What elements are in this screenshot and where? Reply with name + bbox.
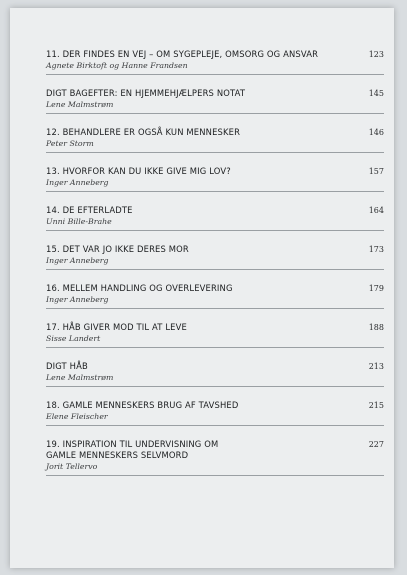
toc-entry-title: 18. GAMLE MENNESKERS BRUG AF TAVSHED [46, 400, 239, 410]
toc-entry [46, 125, 384, 153]
toc-entry-page: 173 [368, 245, 384, 254]
toc-entry [46, 359, 384, 387]
toc-entry-author: Peter Storm [46, 139, 94, 148]
toc-entry [46, 398, 384, 426]
toc-entry-title: 15. DET VAR JO IKKE DERES MOR [46, 244, 189, 254]
toc-entry-page: 157 [368, 167, 384, 176]
toc-entry [46, 242, 384, 270]
toc-entry [46, 47, 384, 75]
toc-entry [46, 437, 384, 476]
toc-entry-page: 227 [368, 440, 384, 449]
toc-entry-author: Lene Malmstrøm [46, 373, 114, 382]
book-page [10, 8, 394, 568]
toc-entry-page: 215 [368, 401, 384, 410]
toc-entry-author: Inger Anneberg [46, 178, 109, 187]
toc-entry-title: 11. DER FINDES EN VEJ – OM SYGEPLEJE, OMSORG OG ANSVAR [46, 49, 319, 59]
toc-entry-title: DIGT HÅB [46, 361, 88, 371]
toc-entry-page: 164 [368, 206, 384, 215]
toc-entry-page: 146 [368, 128, 384, 137]
toc-entry-title: 12. BEHANDLERE ER OGSÅ KUN MENNESKER [46, 127, 241, 137]
toc-entry-title: 17. HÅB GIVER MOD TIL AT LEVE [46, 322, 187, 332]
toc-entry [46, 86, 384, 114]
toc-entry-author: Sisse Landert [46, 334, 101, 343]
toc-entry-author: Lene Malmstrøm [46, 100, 114, 109]
toc-entry [46, 164, 384, 192]
toc-entry [46, 320, 384, 348]
toc-entry-page: 213 [368, 362, 384, 371]
toc-entry-title: 19. INSPIRATION TIL UNDERVISNING OM GAMLE MENNESKERS SELVMORD [46, 439, 219, 460]
toc-entry-title: 13. HVORFOR KAN DU IKKE GIVE MIG LOV? [46, 166, 231, 176]
toc-entry-page: 179 [368, 284, 384, 293]
toc-entry-title: DIGT BAGEFTER: EN HJEMMEHJÆLPERS NOTAT [46, 88, 246, 98]
toc-entry-author: Inger Anneberg [46, 256, 109, 265]
toc-entry-author: Inger Anneberg [46, 295, 109, 304]
table-of-contents [46, 47, 384, 487]
toc-entry-page: 145 [368, 89, 384, 98]
toc-entry [46, 203, 384, 231]
toc-entry-author: Unni Bille-Brahe [46, 217, 112, 226]
toc-entry-page: 188 [368, 323, 384, 332]
toc-entry [46, 281, 384, 309]
toc-entry-page: 123 [368, 50, 384, 59]
toc-entry-title: 16. MELLEM HANDLING OG OVERLEVERING [46, 283, 233, 293]
toc-entry-author: Agnete Birktoft og Hanne Frandsen [46, 61, 188, 70]
toc-entry-title: 14. DE EFTERLADTE [46, 205, 133, 215]
toc-entry-author: Jorit Tellervo [46, 462, 98, 471]
toc-entry-author: Elene Fleischer [46, 412, 108, 421]
